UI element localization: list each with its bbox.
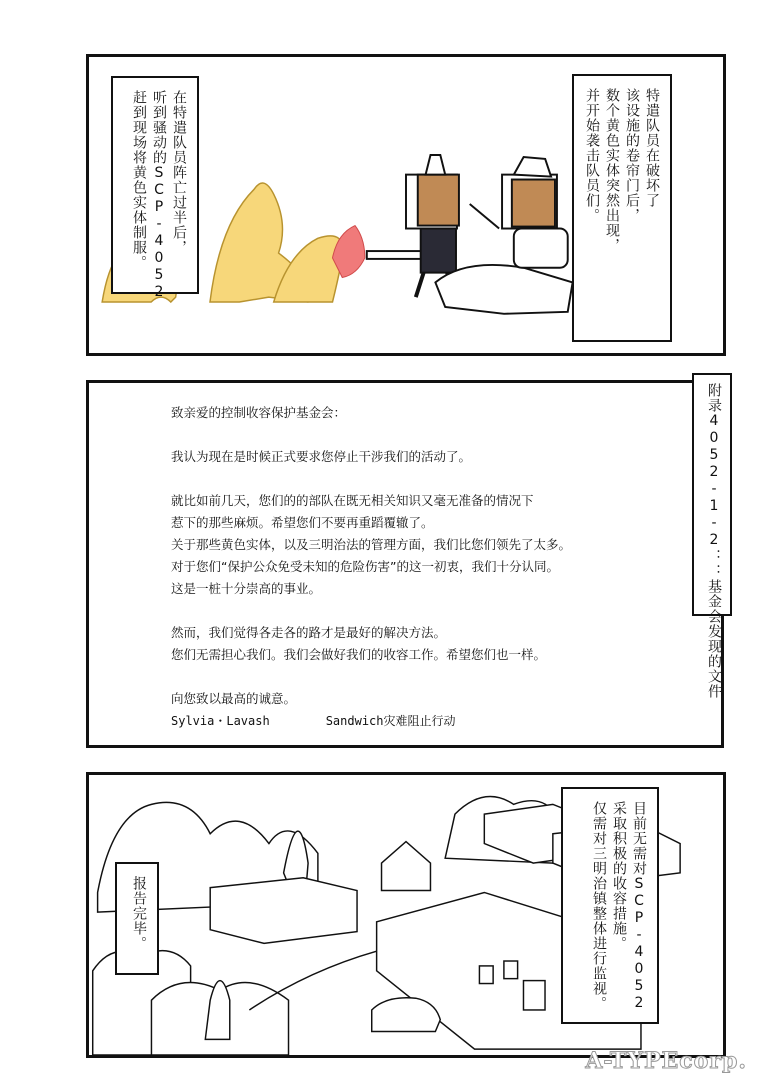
letter-salutation: 致亲爱的控制收容保护基金会： bbox=[171, 405, 347, 420]
report-end-caption: 报告完毕。 bbox=[115, 862, 159, 975]
narration-caption-right: 特遣队员在破坏了 该设施的卷帘门后， 数个黄色实体突然出现， 并开始袭击队员们。 bbox=[572, 74, 672, 342]
appendix-label: 附录4052-1-2：：基金会发现的文件 bbox=[692, 373, 732, 616]
containment-caption: 目前无需对SCP-4052 采取积极的收容措施。 仅需对三明治镇整体进行监视。 bbox=[561, 787, 659, 1024]
window bbox=[504, 961, 518, 979]
letter-line: 关于那些黄色实体，以及三明治法的管理方面，我们比您们领先了太多。 bbox=[171, 537, 572, 552]
letter-line: 您们无需担心我们。我们会做好我们的收容工作。希望您们也一样。 bbox=[171, 647, 547, 662]
narration-caption-left: 在特遣队员阵亡过半后， 听到骚动的SCP-4052 赶到现场将黄色实体制服。 bbox=[111, 76, 199, 294]
letter-line: 然而，我们觉得各走各的路才是最好的解决方法。 bbox=[171, 625, 447, 640]
letter-line: 这是一桩十分崇高的事业。 bbox=[171, 581, 322, 596]
window bbox=[479, 966, 493, 984]
letter-line: 惹下的那些麻烦。希望您们不要再重蹈覆辙了。 bbox=[171, 515, 434, 530]
signature-name: Sylvia・Lavash bbox=[171, 714, 270, 728]
letter-document bbox=[171, 402, 671, 732]
house bbox=[382, 842, 431, 891]
building bbox=[210, 878, 357, 944]
soldier-2 bbox=[502, 157, 557, 229]
letter-line: 就比如前几天，您们的的部队在既无相关知识又毫无准备的情况下 bbox=[171, 493, 534, 508]
letter-signature bbox=[171, 710, 671, 732]
letter-paragraph-1: 我认为现在是时候正式要求您停止干涉我们的活动了。 bbox=[171, 449, 472, 464]
letter-closing: 向您致以最高的诚意。 bbox=[171, 691, 297, 706]
door bbox=[523, 981, 545, 1010]
signature-organization: Sandwich灾难阻止行动 bbox=[325, 714, 456, 728]
letter-line: 对于您们“保护公众免受未知的危险伤害”的这一初衷，我们十分认同。 bbox=[171, 559, 559, 574]
watermark-logo: A-TYPEcorp. bbox=[585, 1048, 747, 1074]
